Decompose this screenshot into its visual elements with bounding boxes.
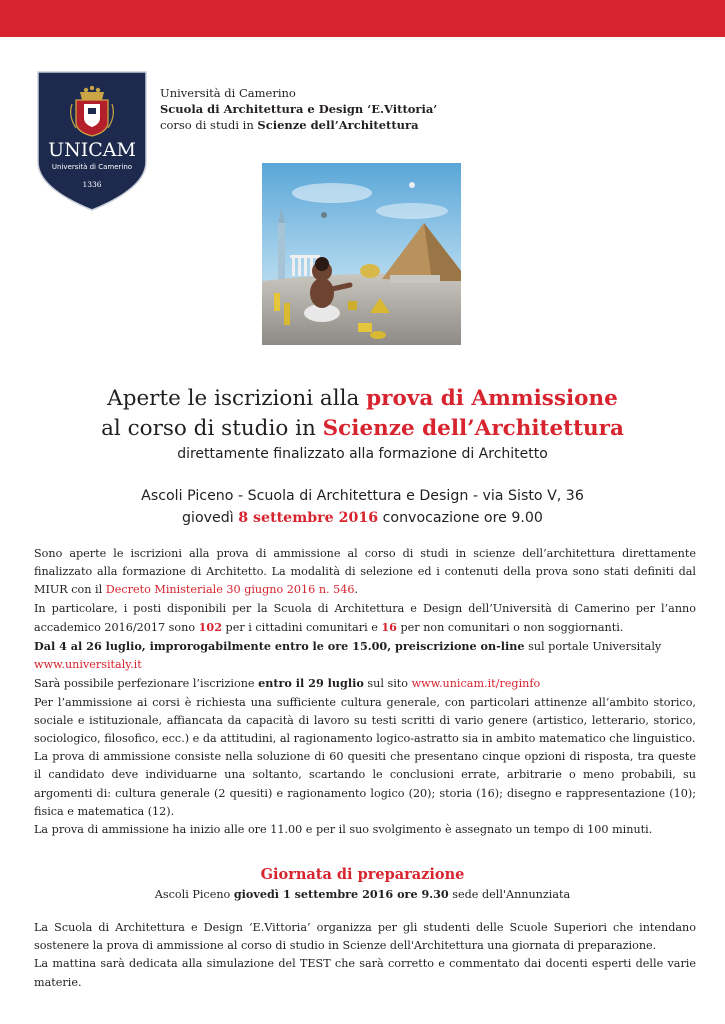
- closing-paragraph: La mattina sarà dedicata alla simulazione del TEST che sarà corretto e commentato dai docenti esperti delle varie materie.: [34, 957, 696, 989]
- body-paragraph: In particolare, i posti disponibili per la Scuola di Architettura e Design dell’Università di Camerino per l’anno accademico 2016/2017 sono 102 per i cittadini comunitari e 16 per non comunitari o non soggiornanti.: [34, 601, 696, 634]
- venue-date: giovedì 8 settembre 2016 convocazione ore 9.00: [182, 510, 543, 526]
- headline-line2: al corso di studio in Scienze dell’Architettura: [101, 416, 624, 441]
- unicam-logo: [36, 70, 148, 212]
- seats-non-eu: 16: [381, 619, 397, 634]
- main-body: [34, 545, 696, 839]
- body-paragraph: Dal 4 al 26 luglio, improrogabilmente entro le ore 15.00, preiscrizione on-line sul portale Universitaly: [34, 639, 662, 654]
- headline-line1: Aperte le iscrizioni alla prova di Ammissione: [107, 386, 618, 411]
- venue-address: Ascoli Piceno - Scuola di Architettura e Design - via Sisto V, 36: [141, 488, 584, 504]
- body-paragraph: Sono aperte le iscrizioni alla prova di ammissione al corso di studi in scienze dell’architettura direttamente finalizzato alla formazione di Architetto. La modalità di selezione ed i contenuti della prova sono stati definiti dal MIUR con il Decreto Ministeriale 30 giugno 2016 n. 546.: [34, 547, 696, 597]
- closing-paragraph: La Scuola di Architettura e Design ‘E.Vittoria’ organizza per gli studenti delle Scuole Superiori che intendano sostenere la prova di ammissione al corso di studio in Scienze dell'Architettura una giornata di preparazione.: [34, 921, 696, 953]
- logo-brand: UNICAM: [48, 139, 136, 161]
- body-paragraph: La prova di ammissione consiste nella soluzione di 60 quesiti che presentano cinque opzioni di risposta, tra queste il candidato deve individuarne una soltanto, scartando le conclusioni errate, arbitrarie o meno probabili, su argomenti di: cultura generale (2 quesiti) e ragionamento logico (20); storia (16); disegno e rappresentazione (10); fisica e matematica (12).: [34, 750, 696, 818]
- prep-details: Ascoli Piceno giovedì 1 settembre 2016 ore 9.30 sede dell'Annunziata: [154, 887, 571, 901]
- headline-highlight-1: prova di Ammissione: [366, 386, 618, 411]
- body-paragraph: [34, 656, 696, 674]
- body-paragraph: Sarà possibile perfezionare l’iscrizione entro il 29 luglio sul sito www.unicam.it/reginfo: [34, 676, 541, 691]
- venue-block: [0, 485, 725, 529]
- headline-highlight-2: Scienze dell’Architettura: [322, 416, 624, 441]
- body-paragraph: La prova di ammissione ha inizio alle ore 11.00 e per il suo svolgimento è assegnato un tempo di 100 minuti.: [34, 823, 653, 837]
- seats-eu: 102: [198, 619, 222, 634]
- prep-title: Giornata di preparazione: [260, 866, 465, 883]
- logo-name: Università di Camerino: [51, 163, 133, 171]
- decree-link[interactable]: Decreto Ministeriale 30 giugno 2016 n. 546: [105, 583, 355, 597]
- reginfo-link[interactable]: www.unicam.it/reginfo: [411, 677, 541, 691]
- logo-year: 1336: [82, 180, 102, 189]
- universitaly-link[interactable]: www.universitaly.it: [34, 658, 142, 672]
- headline-subtitle: direttamente finalizzato alla formazione di Architetto: [177, 446, 548, 462]
- body-paragraph: Per l’ammissione ai corsi è richiesta una sufficiente cultura generale, con particolari attinenze all’ambito storico, sociale e istituzionale, affiancata da capacità di lavoro su testi scritti di vario genere (artistico, letterario, storico, sociologico, filosofico, ecc.) e da attitudini, al ragionamento logico-astratto sia in ambito matematico che linguistico.: [34, 695, 696, 746]
- top-red-bar: [0, 0, 725, 37]
- institution-course: corso di studi in Scienze dell’Architettura: [160, 118, 419, 132]
- institution-block: [160, 85, 437, 133]
- institution-university: Università di Camerino: [160, 86, 296, 100]
- hero-image: [262, 163, 461, 345]
- institution-school: Scuola di Architettura e Design ‘E.Vittoria’: [160, 102, 438, 116]
- closing-body: [34, 919, 696, 992]
